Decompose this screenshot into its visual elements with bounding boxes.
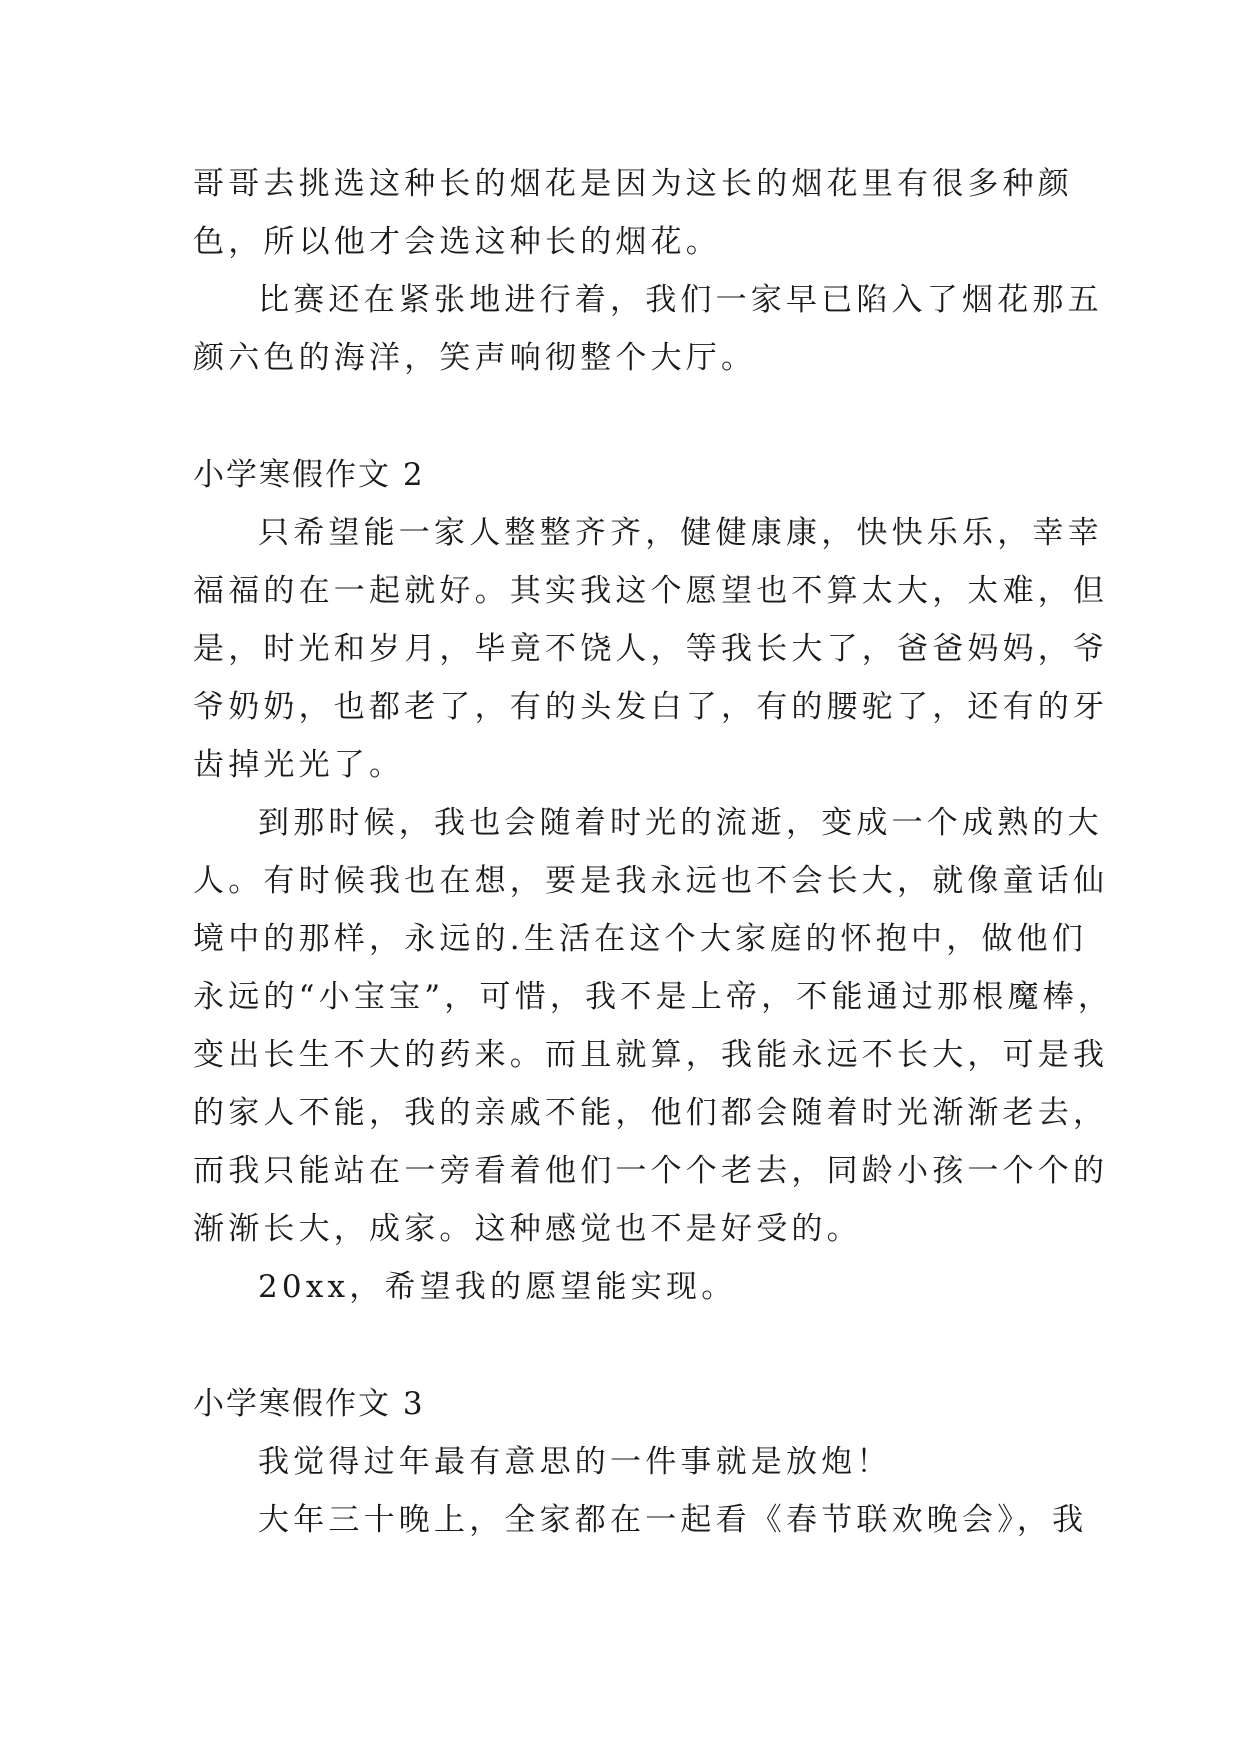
paragraph-line: 爷奶奶，也都老了，有的头发白了，有的腰驼了，还有的牙 [193,689,1109,725]
paragraph-line: 人。有时候我也在想，要是我永远也不会长大，就像童话仙 [193,863,1109,899]
paragraph-line: 福福的在一起就好。其实我这个愿望也不算太大，太难，但 [193,573,1109,609]
paragraph-line: 比赛还在紧张地进行着，我们一家早已陷入了烟花那五 [258,282,1103,318]
paragraph-line: 色，所以他才会选这种长的烟花。 [193,224,721,260]
paragraph-line: 哥哥去挑选这种长的烟花是因为这长的烟花里有很多种颜 [193,166,1073,202]
paragraph-line: 大年三十晚上，全家都在一起看《春节联欢晚会》，我 [258,1502,1088,1538]
section-heading: 小学寒假作文 3 [193,1386,425,1422]
paragraph-line: 20xx，希望我的愿望能实现。 [258,1269,737,1305]
paragraph-line: 境中的那样，永远的.生活在这个大家庭的怀抱中，做他们 [193,921,1088,957]
paragraph-line: 是，时光和岁月，毕竟不饶人，等我长大了，爸爸妈妈，爷 [193,631,1109,667]
paragraph-line: 我觉得过年最有意思的一件事就是放炮！ [258,1444,892,1480]
paragraph-line: 只希望能一家人整整齐齐，健健康康，快快乐乐，幸幸 [258,515,1103,551]
paragraph-line: 颜六色的海洋，笑声响彻整个大厅。 [193,340,757,376]
paragraph-line: 而我只能站在一旁看着他们一个个老去，同龄小孩一个个的 [193,1153,1109,1189]
paragraph-line: 渐渐长大，成家。这种感觉也不是好受的。 [193,1211,862,1247]
paragraph-line: 永远的“小宝宝”，可惜，我不是上帝，不能通过那根魔棒， [193,979,1114,1015]
section-heading: 小学寒假作文 2 [193,457,425,493]
paragraph-line: 齿掉光光了。 [193,747,405,783]
paragraph-line: 到那时候，我也会随着时光的流逝，变成一个成熟的大 [258,805,1103,841]
paragraph-line: 的家人不能，我的亲戚不能，他们都会随着时光渐渐老去， [193,1095,1109,1131]
paragraph-line: 变出长生不大的药来。而且就算，我能永远不长大，可是我 [193,1037,1109,1073]
